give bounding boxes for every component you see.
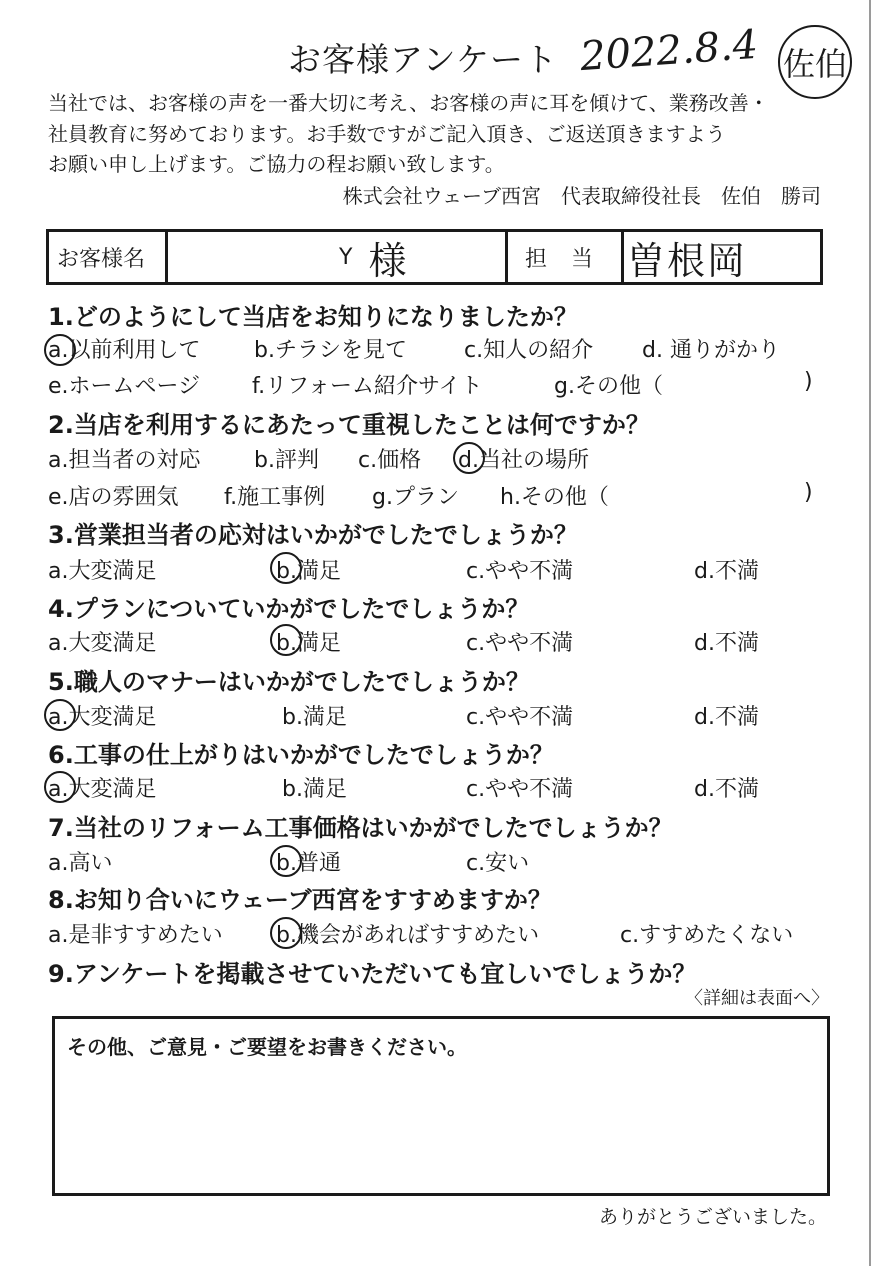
intro-line: 当社では、お客様の声を一番大切に考え、お客様の声に耳を傾けて、業務改善・ (48, 91, 769, 115)
q3-option-a[interactable]: a.大変満足 (48, 559, 157, 584)
q1-option-c[interactable]: c.知人の紹介 (464, 338, 594, 363)
question-4: 4.プランについていかがでしたでしょうか？ (48, 595, 530, 623)
thanks-text: ありがとうございました。 (598, 1206, 827, 1228)
customer-info-table (46, 229, 823, 285)
seal-stamp: 佐伯 (778, 25, 852, 99)
q3-option-d[interactable]: d.不満 (694, 559, 759, 584)
table-divider (165, 232, 168, 282)
q1-option-e[interactable]: e.ホームページ (48, 374, 201, 399)
q6-option-a[interactable]: a.大変満足 (48, 777, 157, 802)
staff-name-value[interactable]: 曽根岡 (627, 238, 748, 283)
question-7: 7.当社のリフォーム工事価格はいかがでしたでしょうか？ (48, 814, 673, 842)
table-divider (505, 232, 508, 282)
question-6: 6.工事の仕上がりはいかがでしたでしょうか？ (48, 741, 554, 769)
comments-box[interactable] (52, 1016, 830, 1196)
company-signature: 株式会社ウェーブ西宮 代表取締役社長 佐伯 勝司 (342, 184, 821, 208)
q1-option-b[interactable]: b.チラシを見て (254, 338, 407, 363)
q6-option-b[interactable]: b.満足 (282, 777, 347, 802)
q7-option-c[interactable]: c.安い (466, 851, 530, 876)
q6-selected-circle (44, 771, 76, 803)
q4-option-b[interactable]: b.満足 (276, 631, 341, 656)
q1-paren-close: ) (804, 369, 813, 394)
q2-option-a[interactable]: a.担当者の対応 (48, 448, 201, 473)
q6-option-c[interactable]: c.やや不満 (466, 777, 574, 802)
question-9: 9.アンケートを掲載させていただいても宜しいでしょうか？ (48, 960, 697, 988)
q2-option-g[interactable]: g.プラン (372, 485, 459, 510)
customer-name-value[interactable]: Y 様 (339, 238, 407, 283)
q4-option-a[interactable]: a.大変満足 (48, 631, 157, 656)
survey-title: お客様アンケート (288, 40, 559, 79)
staff-label: 担当 (525, 246, 618, 272)
q8-option-c[interactable]: c.すすめたくない (620, 923, 794, 948)
q3-option-c[interactable]: c.やや不満 (466, 559, 574, 584)
q3-selected-circle (270, 552, 302, 584)
q4-selected-circle (270, 624, 302, 656)
customer-name-label: お客様名 (57, 246, 146, 272)
q1-option-f[interactable]: f.リフォーム紹介サイト (252, 374, 483, 399)
q2-option-d[interactable]: d.当社の場所 (458, 448, 589, 473)
q8-option-b[interactable]: b.機会があればすすめたい (276, 923, 540, 948)
q4-option-c[interactable]: c.やや不満 (466, 631, 574, 656)
q1-option-g[interactable]: g.その他（ (554, 374, 663, 399)
q5-option-b[interactable]: b.満足 (282, 705, 347, 730)
q1-option-d[interactable]: d. 通りがかり (642, 338, 780, 363)
q8-selected-circle (270, 917, 302, 949)
q2-option-c[interactable]: c.価格 (358, 448, 422, 473)
question-5: 5.職人のマナーはいかがでしたでしょうか？ (48, 668, 530, 696)
q1-option-a[interactable]: a.以前利用して (48, 338, 201, 363)
intro-line: お願い申し上げます。ご協力の程お願い致します。 (48, 152, 505, 176)
q8-option-a[interactable]: a.是非すすめたい (48, 923, 223, 948)
detail-note: 〈詳細は表面へ〉 (685, 988, 829, 1009)
intro-line: 社員教育に努めております。お手数ですがご記入頂き、ご返送頂きますよう (48, 121, 726, 146)
q2-selected-circle (453, 442, 485, 474)
q7-option-a[interactable]: a.高い (48, 851, 113, 876)
question-1: 1.どのようにして当店をお知りになりましたか？ (48, 303, 578, 331)
question-3: 3.営業担当者の応対はいかがでしたでしょうか？ (48, 521, 578, 549)
question-2: 2.当店を利用するにあたって重視したことは何ですか？ (48, 411, 650, 439)
q2-option-f[interactable]: f.施工事例 (224, 485, 326, 510)
comments-label: その他、ご意見・ご要望をお書きください。 (67, 1035, 467, 1059)
table-divider (621, 232, 624, 282)
q5-option-a[interactable]: a.大変満足 (48, 705, 157, 730)
paper-edge (869, 0, 871, 1266)
q6-option-d[interactable]: d.不満 (694, 777, 759, 802)
handwritten-date: 2022.8.4 (578, 21, 760, 81)
question-8: 8.お知り合いにウェーブ西宮をすすめますか？ (48, 886, 552, 914)
q1-selected-circle (44, 334, 76, 366)
q7-option-b[interactable]: b.普通 (276, 851, 341, 876)
q2-paren-close: ) (804, 480, 813, 505)
q5-option-d[interactable]: d.不満 (694, 705, 759, 730)
q2-option-e[interactable]: e.店の雰囲気 (48, 485, 179, 510)
q5-selected-circle (44, 699, 76, 731)
q2-option-h[interactable]: h.その他（ (500, 485, 609, 510)
q5-option-c[interactable]: c.やや不満 (466, 705, 574, 730)
q4-option-d[interactable]: d.不満 (694, 631, 759, 656)
q2-option-b[interactable]: b.評判 (254, 448, 319, 473)
q3-option-b[interactable]: b.満足 (276, 559, 341, 584)
q7-selected-circle (270, 845, 302, 877)
intro-text (48, 88, 769, 180)
